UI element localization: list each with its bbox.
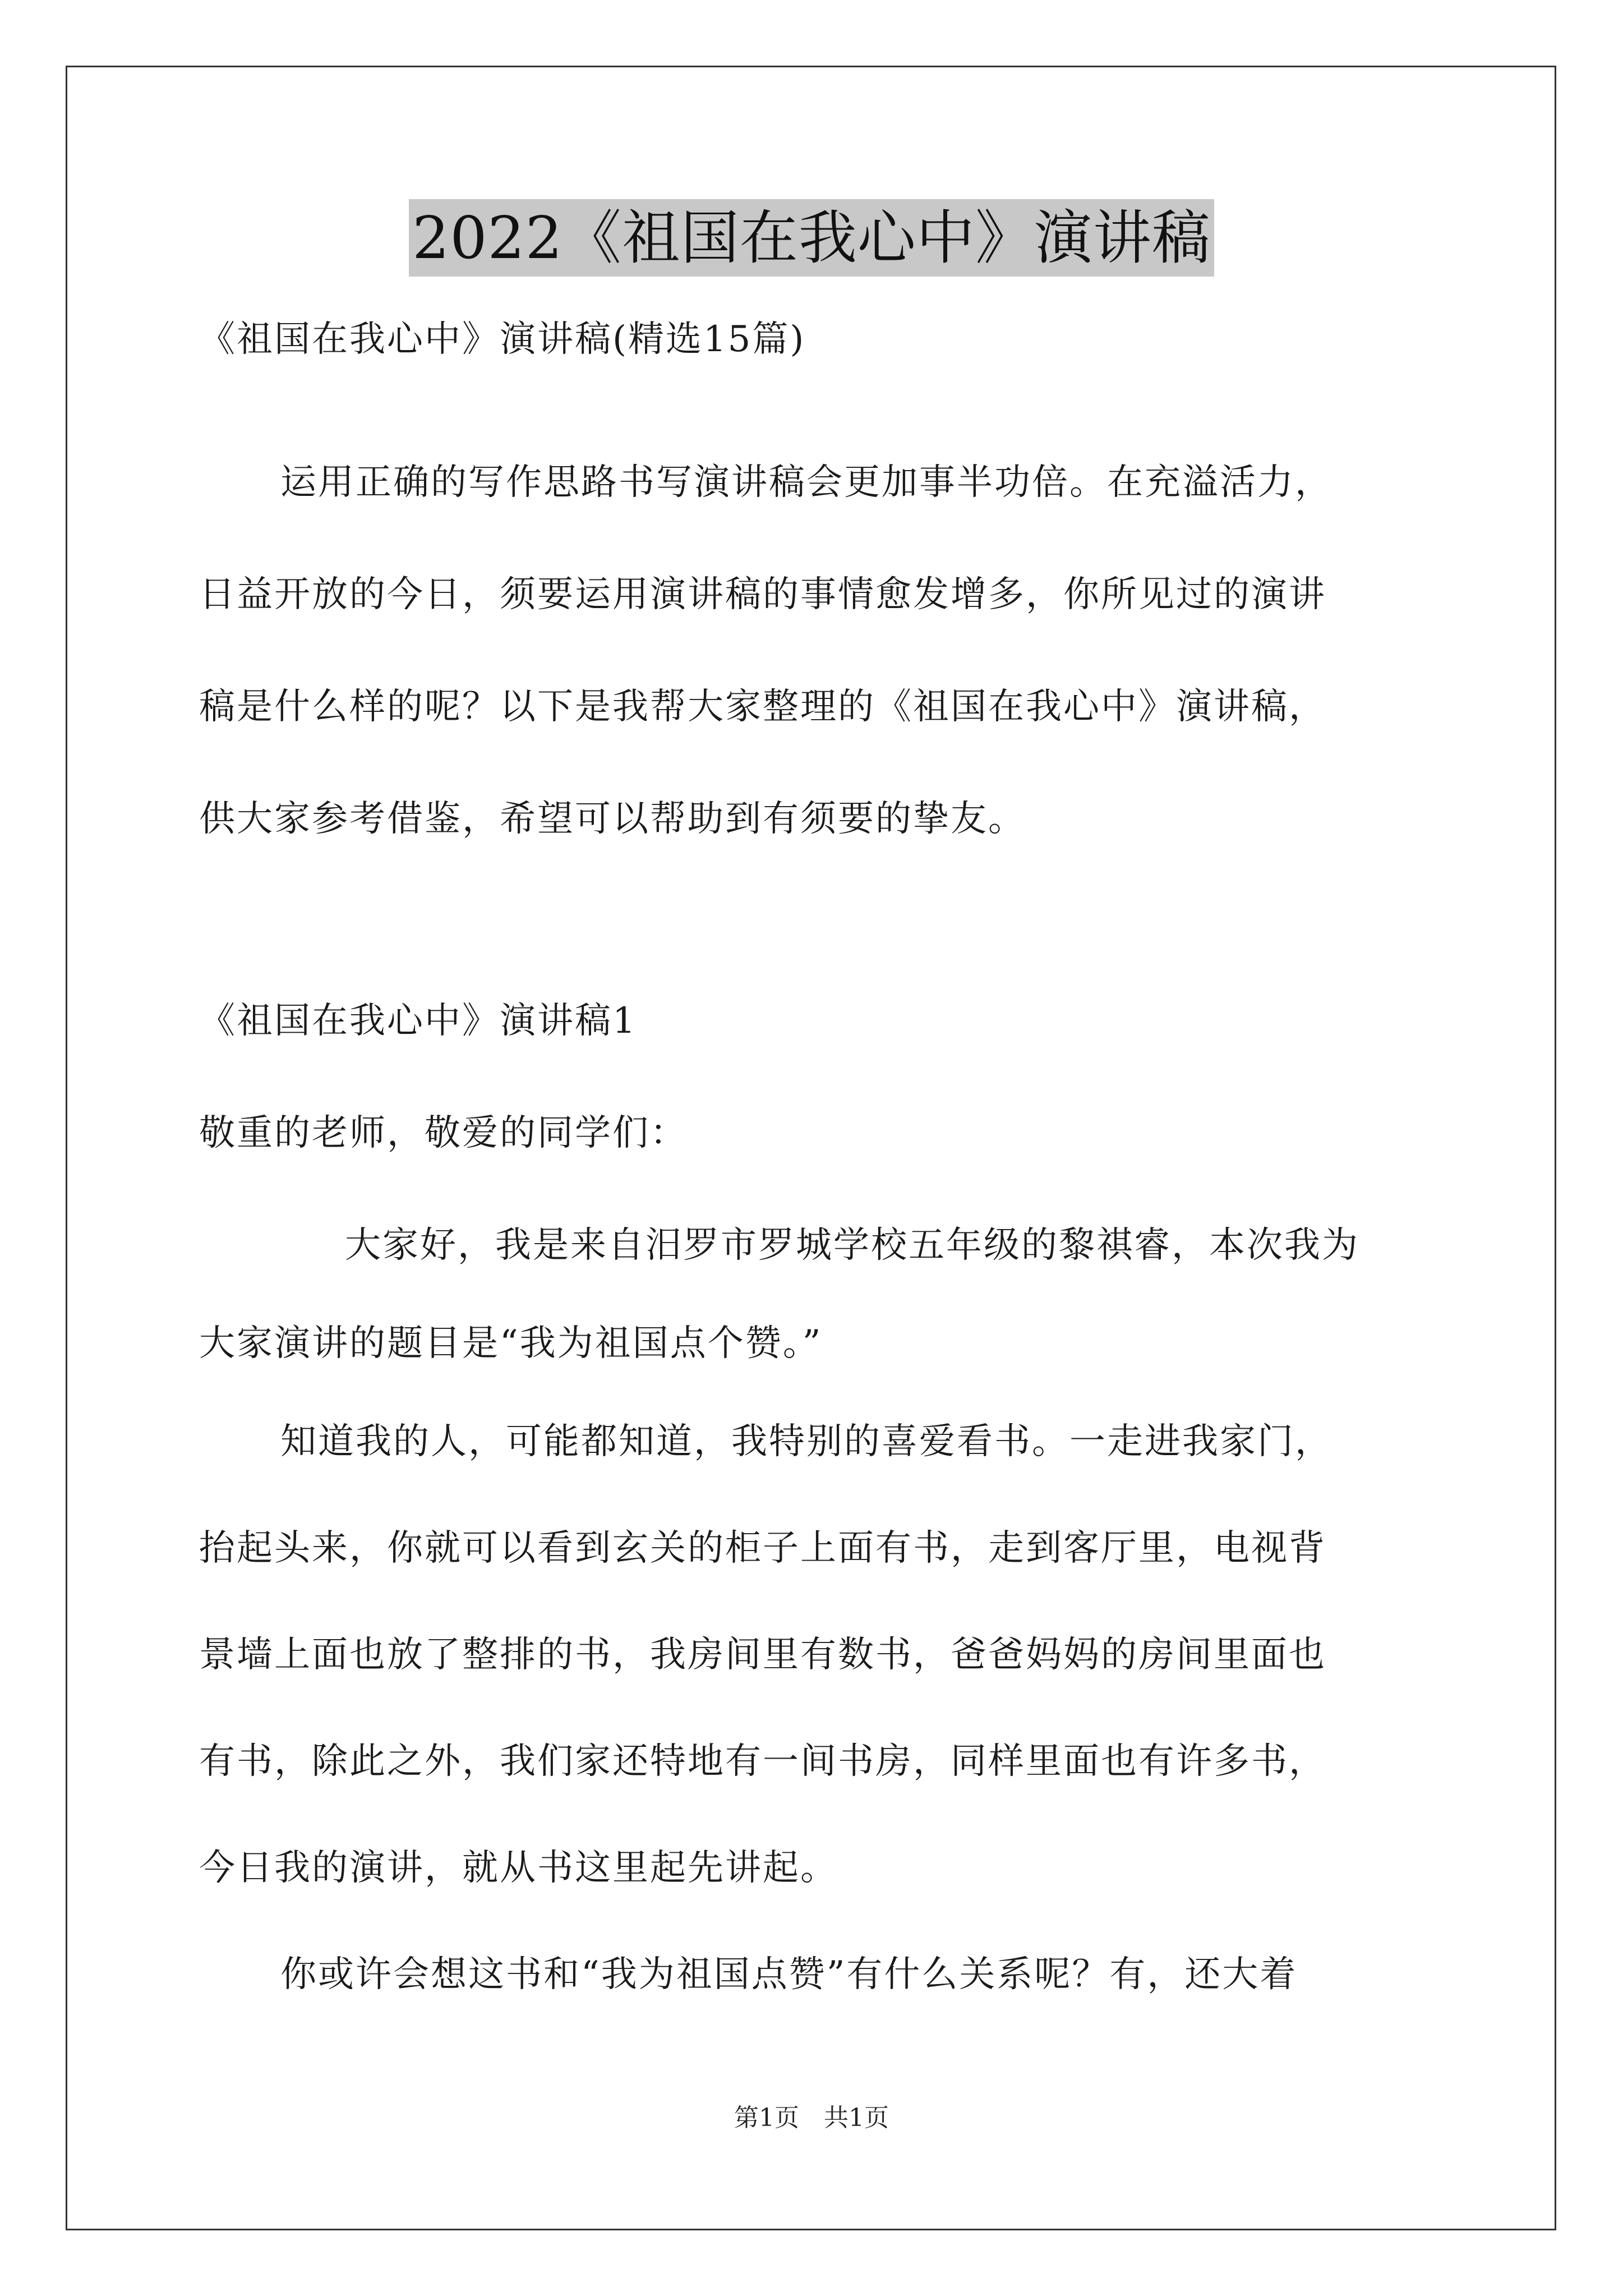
greeting: 敬重的老师，敬爱的同学们： bbox=[199, 1112, 688, 1154]
body-line-7: 今日我的演讲，就从书这里起先讲起。 bbox=[199, 1847, 838, 1889]
body-line-6: 有书，除此之外，我们家还特地有一间书房，同样里面也有许多书， bbox=[199, 1741, 1326, 1782]
intro-line-4: 供大家参考借鉴，希望可以帮助到有须要的挚友。 bbox=[199, 798, 1026, 840]
body-line-2: 大家演讲的题目是“我为祖国点个赞。” bbox=[199, 1323, 823, 1364]
document-title: 2022《祖国在我心中》演讲稿 bbox=[409, 199, 1214, 277]
section-heading: 《祖国在我心中》演讲稿1 bbox=[199, 1000, 637, 1042]
body-line-1: 大家好，我是来自汨罗市罗城学校五年级的黎祺睿，本次我为 bbox=[345, 1225, 1359, 1266]
document-subtitle: 《祖国在我心中》演讲稿(精选15篇) bbox=[199, 319, 806, 360]
page-footer: 第1页 共1页 bbox=[734, 2104, 889, 2132]
intro-line-3: 稿是什么样的呢？以下是我帮大家整理的《祖国在我心中》演讲稿， bbox=[199, 686, 1326, 728]
intro-line-2: 日益开放的今日，须要运用演讲稿的事情愈发增多，你所见过的演讲 bbox=[199, 574, 1326, 615]
body-line-3: 知道我的人，可能都知道，我特别的喜爱看书。一走进我家门， bbox=[280, 1421, 1332, 1462]
body-line-5: 景墙上面也放了整排的书，我房间里有数书，爸爸妈妈的房间里面也 bbox=[199, 1634, 1326, 1676]
body-line-8: 你或许会想这书和“我为祖国点赞”有什么关系呢？有，还大着 bbox=[280, 1954, 1298, 1995]
intro-line-1: 运用正确的写作思路书写演讲稿会更加事半功倍。在充溢活力， bbox=[280, 462, 1332, 503]
body-line-4: 抬起头来，你就可以看到玄关的柜子上面有书，走到客厅里，电视背 bbox=[199, 1527, 1326, 1569]
title-container bbox=[0, 199, 1623, 277]
